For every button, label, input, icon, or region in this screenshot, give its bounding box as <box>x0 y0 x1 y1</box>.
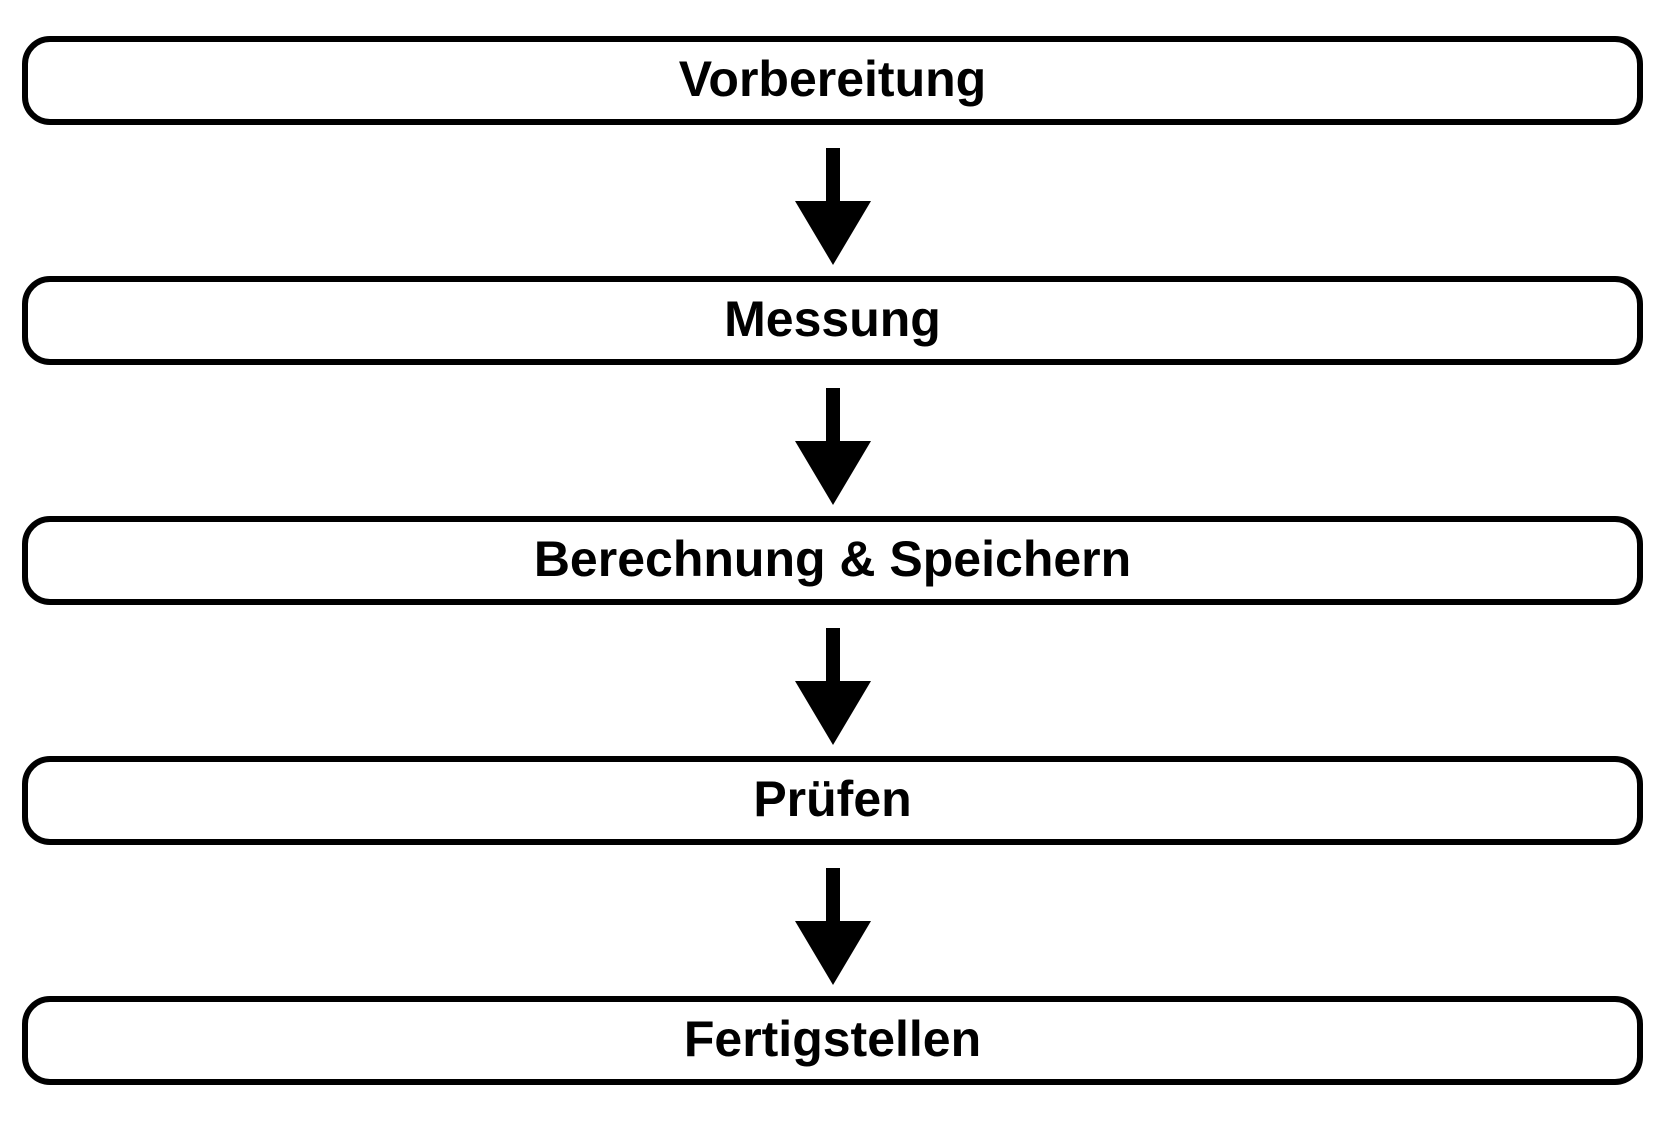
flow-step-berechnung-speichern <box>22 516 1643 605</box>
flow-step-pruefen <box>22 756 1643 845</box>
flow-step-label: Prüfen <box>753 770 912 827</box>
flow-step-label: Vorbereitung <box>678 50 987 107</box>
connector-2 <box>794 365 872 516</box>
connector-4 <box>794 845 872 996</box>
connector-3 <box>794 605 872 756</box>
connector-1 <box>794 125 872 276</box>
down-arrow-icon <box>794 148 872 266</box>
flow-step-messung <box>22 276 1643 365</box>
flow-step-vorbereitung <box>22 36 1643 125</box>
flow-step-label: Berechnung & Speichern <box>533 530 1132 587</box>
flow-step-label: Messung <box>724 290 941 347</box>
flow-step-fertigstellen <box>22 996 1643 1085</box>
flow-step-label: Fertigstellen <box>683 1010 982 1067</box>
down-arrow-icon <box>794 868 872 986</box>
down-arrow-icon <box>794 628 872 746</box>
down-arrow-icon <box>794 388 872 506</box>
